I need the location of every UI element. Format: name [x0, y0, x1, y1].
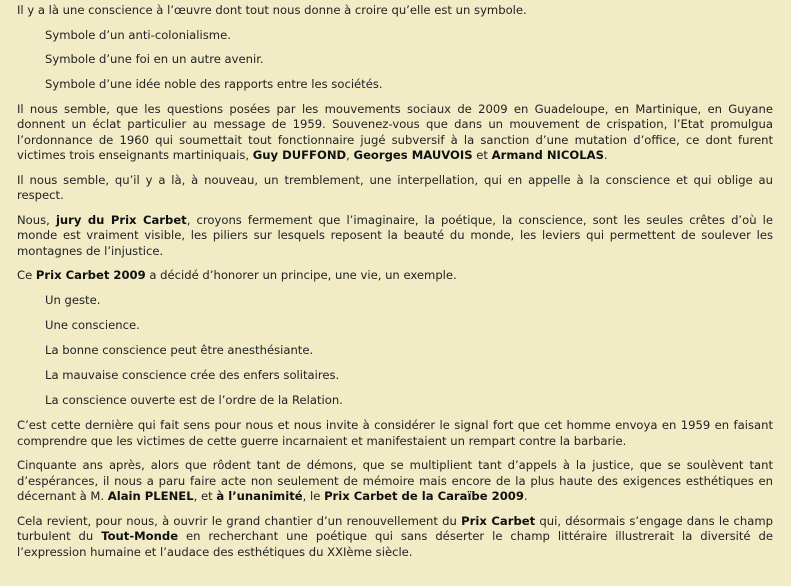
jury-label: jury du Prix Carbet: [55, 212, 187, 227]
list-line-3: La bonne conscience peut être anesthésiante.: [45, 343, 314, 358]
paragraph-signal: C’est cette dernière qui fait sens pour nous et nous invite à considérer le signal fort que cet homme envoya en 1959 en faisant comprendre que les victimes de cette guerre incarnaient et manifestaient un rempart contre la barbarie.: [17, 418, 773, 448]
symbol-line-1: Symbole d’un anti-colonialisme.: [45, 27, 231, 42]
name-armand-nicolas: Armand NICOLAS: [491, 148, 604, 163]
list-line-2: Une conscience.: [45, 317, 140, 332]
name-georges-mauvois: Georges MAUVOIS: [353, 148, 473, 163]
prize-full-name: Prix Carbet de la Caraïbe 2009: [324, 489, 524, 504]
name-guy-duffond: Guy DUFFOND: [252, 148, 347, 163]
laureate-name: Alain PLENEL: [107, 489, 194, 504]
paragraph-tremblement: Il nous semble, qu’il y a là, à nouveau, un tremblement, une interpellation, qui en appelle à la conscience et qui oblige au respect.: [17, 172, 773, 203]
prize-name: Prix Carbet 2009: [35, 268, 146, 283]
tout-monde: Tout-Monde: [101, 529, 179, 544]
unanimity-label: à l’unanimité: [216, 489, 303, 504]
list-line-4: La mauvaise conscience crée des enfers solitaires.: [45, 368, 340, 383]
list-line-1: Un geste.: [45, 292, 101, 307]
list-line-5: La conscience ouverte est de l’ordre de la Relation.: [45, 393, 343, 408]
prize-carbet: Prix Carbet: [461, 513, 536, 528]
paragraph-social-movements: Il nous semble, que les questions posées par les mouvements sociaux de 2009 en Guadeloupe, en Martinique, en Guyane donnent un éclat particulier au message de 1959. Souvenez-vous que dans un mouvement de crispation, l’Etat promulgua l’ordonnance de 1960 qui soumettait tout fonctionnaire jugé subversif à la sanction d’une mutation d’office, ce dont furent victimes trois enseignants martiniquais, Guy DUFFOND, Georges MAUVOIS et Armand NICOLAS.: [17, 101, 773, 163]
paragraph-prize-decision: Ce Prix Carbet 2009 a décidé d’honorer un principe, une vie, un exemple.: [17, 268, 457, 283]
paragraph-award: Cinquante ans après, alors que rôdent tant de démons, que se multiplient tant d’appels à la justice, que se soulèvent tant d’espérances, il nous a paru faire acte non seulement de mémoire mais encore de la plus haute des exigences esthétiques en décernant à M. Alain PLENEL, et à l’unanimité, le Prix Carbet de la Caraïbe 2009.: [17, 458, 773, 504]
paragraph-jury: Nous, jury du Prix Carbet, croyons fermement que l’imaginaire, la poétique, la conscience, sont les seules crêtes d’où le monde est vraiment visible, les piliers sur lesquels reposent la beauté du monde, les leviers qui permettent de soulever les montagnes de l’injustice.: [17, 212, 773, 258]
paragraph-renewal: Cela revient, pour nous, à ouvrir le grand chantier d’un renouvellement du Prix Carbet qui, désormais s’engage dans le champ turbulent du Tout-Monde en recherchant une poétique qui sans déserter le champ littéraire illustrerait la diversité de l’expression humaine et l’audace des esthétiques du XXIème siècle.: [17, 513, 773, 559]
intro-paragraph: Il y a là une conscience à l’œuvre dont tout nous donne à croire qu’elle est un symbole.: [17, 3, 527, 17]
symbol-line-3: Symbole d’une idée noble des rapports entre les sociétés.: [45, 77, 383, 92]
symbol-line-2: Symbole d’une foi en un autre avenir.: [45, 52, 264, 67]
